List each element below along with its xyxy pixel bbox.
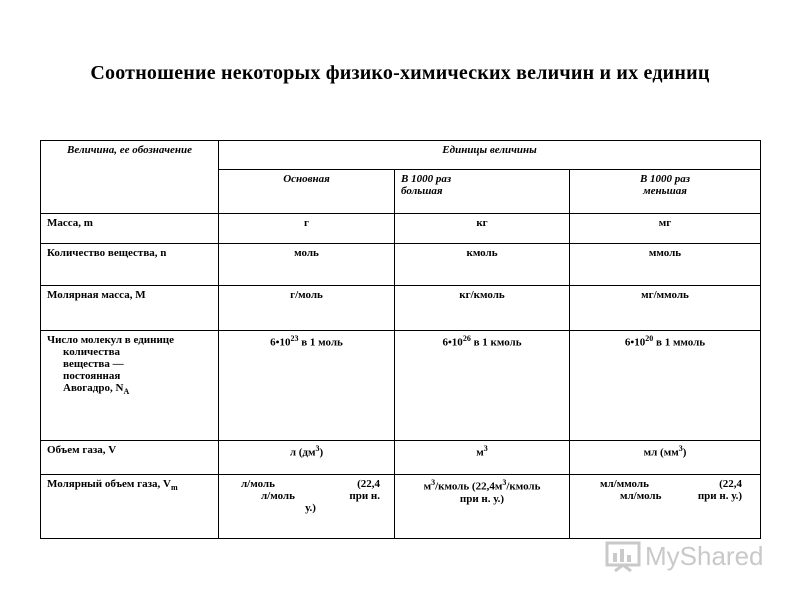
header-larger: В 1000 раз большая xyxy=(395,170,570,214)
cell-larger: $м^3$ xyxy=(395,441,570,475)
cell-smaller: ммоль xyxy=(570,244,761,286)
cell-larger: $м^3$/кмоль ($22,4м^3$/кмоль при н. у.) xyxy=(395,475,570,539)
cell-base: моль xyxy=(219,244,395,286)
header-row xyxy=(41,141,761,170)
row-name: Количество вещества, n xyxy=(41,244,219,286)
cell-smaller: мг/ммоль xyxy=(570,286,761,331)
watermark-text: MyShared xyxy=(645,540,764,571)
header-smaller: В 1000 раз меньшая xyxy=(570,170,761,214)
cell-smaller: $6•10^{20}$ в 1 ммоль xyxy=(570,331,761,441)
cell-larger: кг/кмоль xyxy=(395,286,570,331)
table-row xyxy=(41,475,761,539)
cell-smaller: мл $(мм^3)$ xyxy=(570,441,761,475)
table-row xyxy=(41,244,761,286)
cell-base: л $(дм^3)$ xyxy=(219,441,395,475)
table-row xyxy=(41,286,761,331)
header-base: Основная xyxy=(219,170,395,214)
row-name: Молярная масса, M xyxy=(41,286,219,331)
presentation-icon xyxy=(605,540,641,572)
cell-base: $6•10^{23}$ в 1 моль xyxy=(219,331,395,441)
table-row xyxy=(41,214,761,244)
table-row xyxy=(41,441,761,475)
header-units: Единицы величины xyxy=(219,141,761,170)
cell-larger: $6•10^{26}$ в 1 кмоль xyxy=(395,331,570,441)
cell-larger: кмоль xyxy=(395,244,570,286)
table-row xyxy=(41,331,761,441)
cell-base: л/моль (22,4 л/моль при н. у.) xyxy=(219,475,395,539)
cell-smaller: мл/ммоль (22,4 мл/моль при н. у.) xyxy=(570,475,761,539)
cell-larger: кг xyxy=(395,214,570,244)
row-name: Молярный объем газа, $V_m$ xyxy=(41,475,219,539)
watermark-logo xyxy=(605,539,764,573)
header-quantity: Величина, ее обозначение xyxy=(41,141,219,214)
units-table xyxy=(40,140,761,539)
page-title: Соотношение некоторых физико-химических величин и их единиц xyxy=(90,62,710,84)
cell-base: г xyxy=(219,214,395,244)
row-name: Масса, m xyxy=(41,214,219,244)
row-name: Число молекул в единице количества вещества — постоянная Авогадро, $N_A$ xyxy=(41,331,219,441)
cell-base: г/моль xyxy=(219,286,395,331)
cell-smaller: мг xyxy=(570,214,761,244)
row-name: Объем газа, V xyxy=(41,441,219,475)
